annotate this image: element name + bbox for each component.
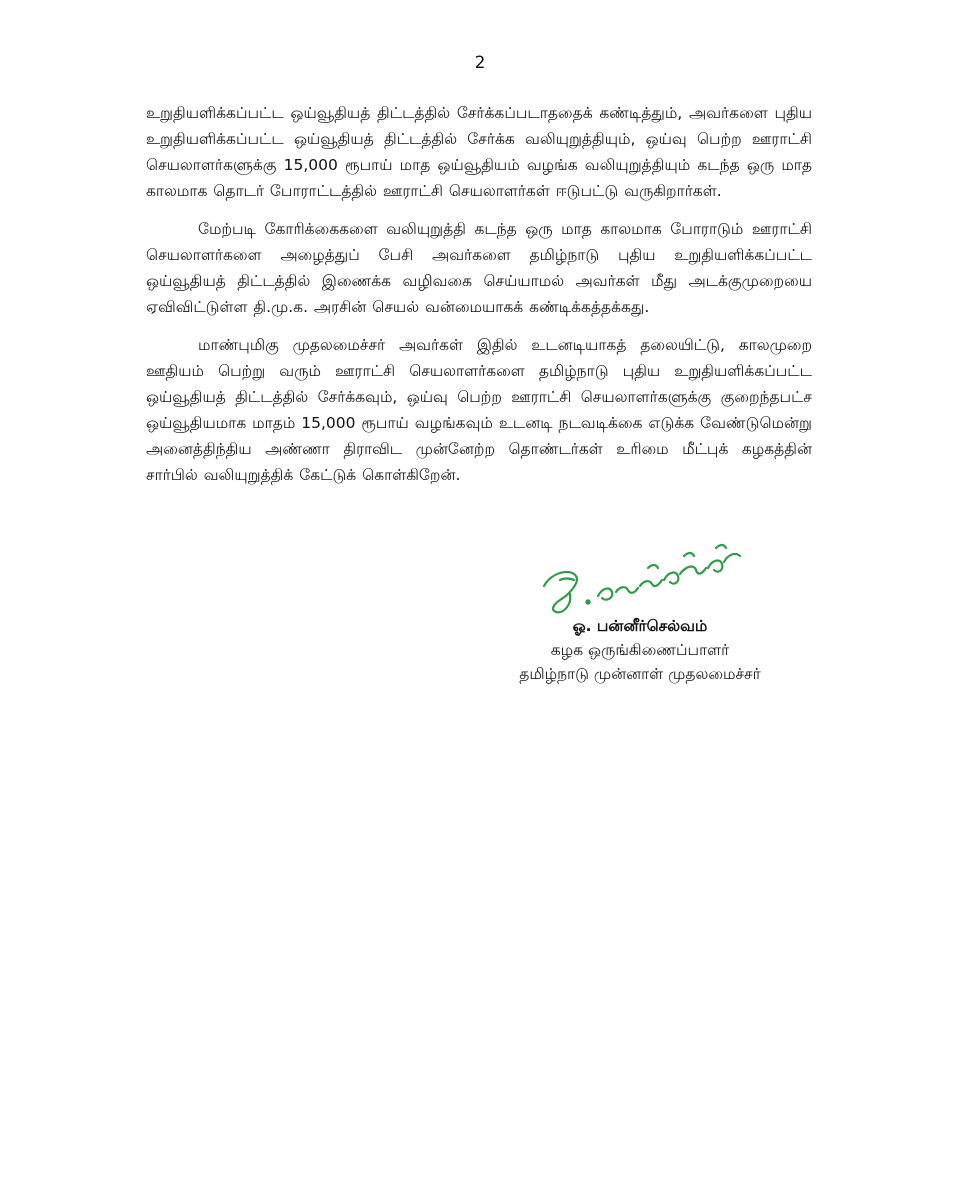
paragraph-2: மேற்படி கோரிக்கைகளை வலியுறுத்தி கடந்த ஒரு மாத காலமாக போராடும் ஊராட்சி செயலாளர்களை அழைத்துப் பேசி அவர்களை தமிழ்நாடு புதிய உறுதியளிக்கப்பட்ட ஒய்வூதியத் திட்டத்தில் இணைக்க வழிவகை செய்யாமல் அவர்கள் மீது அடக்குமுறையை ஏவிவிட்டுள்ள தி.மு.க. அரசின் செயல் வன்மையாகக் கண்டிக்கத்தக்கது. xyxy=(146,220,812,316)
paragraph-1: உறுதியளிக்கப்பட்ட ஒய்வூதியத் திட்டத்தில் சேர்க்கப்படாததைக் கண்டித்தும், அவர்களை புதிய உறுதியளிக்கப்பட்ட ஒய்வூதியத் திட்டத்தில் சேர்க்க வலியுறுத்தியும், ஒய்வு பெற்ற ஊராட்சி செயலாளர்களுக்கு 15,000 ரூபாய் மாத ஒய்வூதியம் வழங்க வலியுறுத்தியும் கடந்த ஒரு மாத காலமாக தொடர் போராட்டத்தில் ஊராட்சி செயலாளர்கள் ஈடுபட்டு வருகிறார்கள். xyxy=(146,104,812,200)
handwritten-signature xyxy=(530,524,750,616)
page-number: 2 xyxy=(474,53,486,73)
signature-block xyxy=(470,520,810,700)
signatory-subtitle: தமிழ்நாடு முன்னாள் முதலமைச்சர் xyxy=(519,665,761,683)
signatory-name: ஓ. பன்னீர்செல்வம் xyxy=(572,617,708,635)
paragraph-3: மாண்புமிகு முதலமைச்சர் அவர்கள் இதில் உடனடியாகத் தலையிட்டு, காலமுறை ஊதியம் பெற்று வரும் ஊராட்சி செயலாளர்களை தமிழ்நாடு புதிய உறுதியளிக்கப்பட்ட ஒய்வூதியத் திட்டத்தில் சேர்க்கவும், ஒய்வு பெற்ற ஊராட்சி செயலாளர்களுக்கு குறைந்தபட்ச ஒய்வூதியமாக மாதம் 15,000 ரூபாய் வழங்கவும் உடனடி நடவடிக்கை எடுக்க வேண்டுமென்று அனைத்திந்திய அண்ணா திராவிட முன்னேற்ற தொண்டர்கள் உரிமை மீட்புக் கழகத்தின் சார்பில் வலியுறுத்திக் கேட்டுக் கொள்கிறேன். xyxy=(146,336,812,484)
signatory-title: கழக ஒருங்கிணைப்பாளர் xyxy=(550,641,730,659)
letter-body xyxy=(146,100,812,500)
